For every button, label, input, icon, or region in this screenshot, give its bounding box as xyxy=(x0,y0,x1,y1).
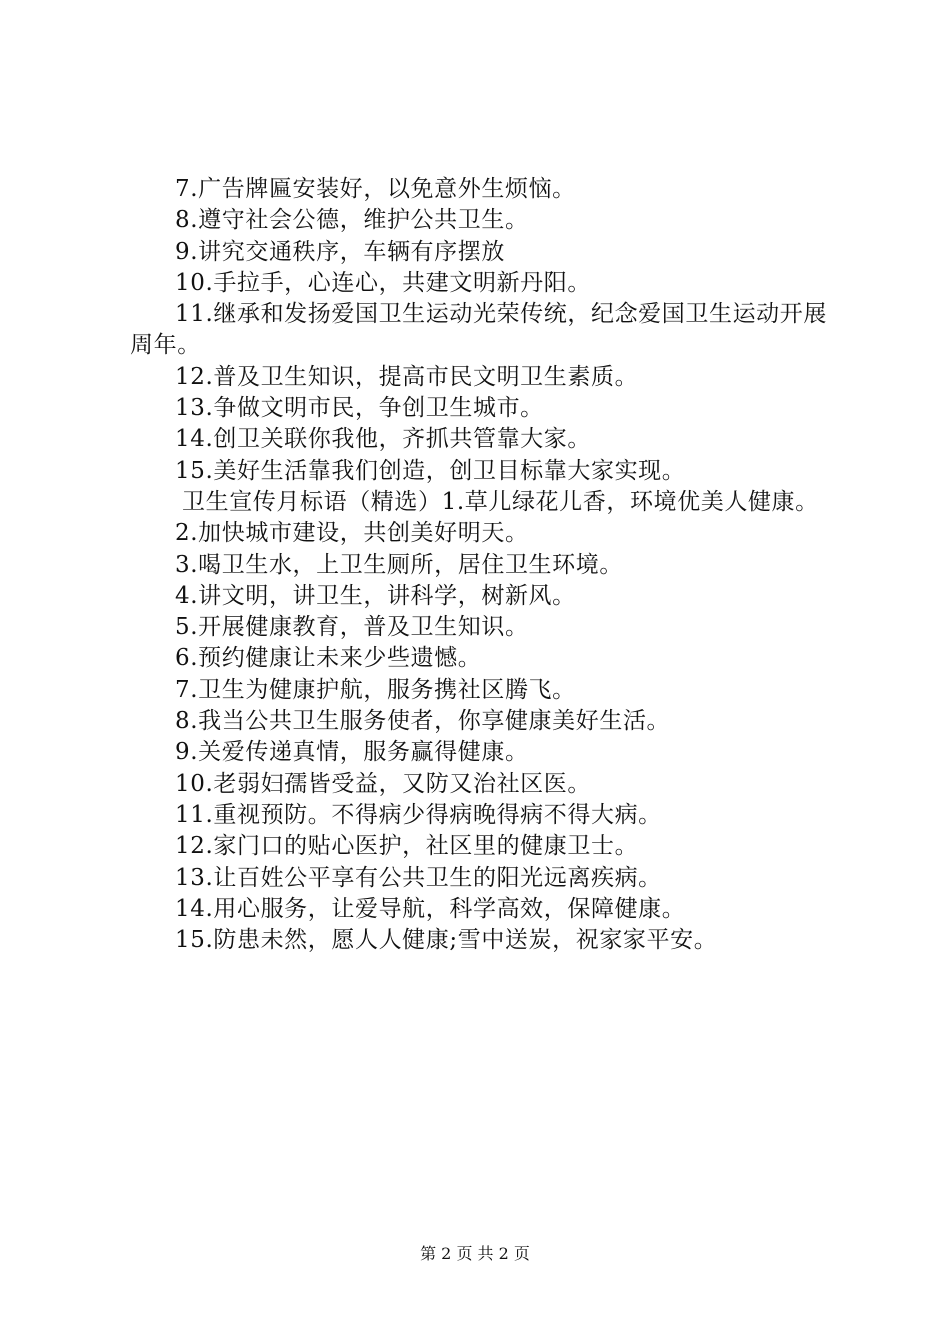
slogan-line: 9.讲究交通秩序，车辆有序摆放 xyxy=(175,238,505,265)
slogan-line: 12.普及卫生知识，提高市民文明卫生素质。 xyxy=(175,363,639,390)
slogan-line: 5.开展健康教育，普及卫生知识。 xyxy=(175,614,529,641)
page-number: 第 2 页 共 2 页 xyxy=(420,1244,530,1263)
slogan-line: 10.老弱妇孺皆受益，又防又治社区医。 xyxy=(175,770,591,797)
slogan-line: 11.继承和发扬爱国卫生运动光荣传统，纪念爱国卫生运动开展周年。 xyxy=(130,301,827,359)
slogan-line: 3.喝卫生水，上卫生厕所，居住卫生环境。 xyxy=(175,551,623,578)
slogan-line: 15.美好生活靠我们创造，创卫目标靠大家实现。 xyxy=(175,457,686,484)
slogan-line: 8.遵守社会公德，维护公共卫生。 xyxy=(175,207,529,234)
section-heading-line: 卫生宣传月标语（精选）1.草儿绿花儿香，环境优美人健康。 xyxy=(182,488,819,515)
slogan-line: 7.广告牌匾安装好，以免意外生烦恼。 xyxy=(175,176,576,202)
page-footer xyxy=(0,1243,950,1265)
slogan-line: 8.我当公共卫生服务使者，你享健康美好生活。 xyxy=(175,708,671,735)
slogan-line: 4.讲文明，讲卫生，讲科学，树新风。 xyxy=(175,582,576,609)
slogan-line: 15.防患未然，愿人人健康;雪中送炭，祝家家平安。 xyxy=(175,927,718,954)
slogan-line: 13.让百姓公平享有公共卫生的阳光远离疾病。 xyxy=(175,864,662,891)
slogan-line: 10.手拉手，心连心，共建文明新丹阳。 xyxy=(175,269,591,296)
slogan-line: 2.加快城市建设，共创美好明天。 xyxy=(175,520,529,547)
slogan-line: 7.卫生为健康护航，服务携社区腾飞。 xyxy=(175,676,576,703)
slogan-line: 6.预约健康让未来少些遗憾。 xyxy=(175,645,482,672)
slogan-line: 14.用心服务，让爱导航，科学高效，保障健康。 xyxy=(175,895,686,922)
slogan-line: 11.重视预防。不得病少得病晚得病不得大病。 xyxy=(175,801,662,828)
slogan-line: 12.家门口的贴心医护，社区里的健康卫士。 xyxy=(175,833,639,860)
slogan-line: 13.争做文明市民，争创卫生城市。 xyxy=(175,395,544,422)
slogan-line: 14.创卫关联你我他，齐抓共管靠大家。 xyxy=(175,426,591,453)
slogan-line: 9.关爱传递真情，服务赢得健康。 xyxy=(175,739,529,766)
document-body xyxy=(130,174,835,956)
